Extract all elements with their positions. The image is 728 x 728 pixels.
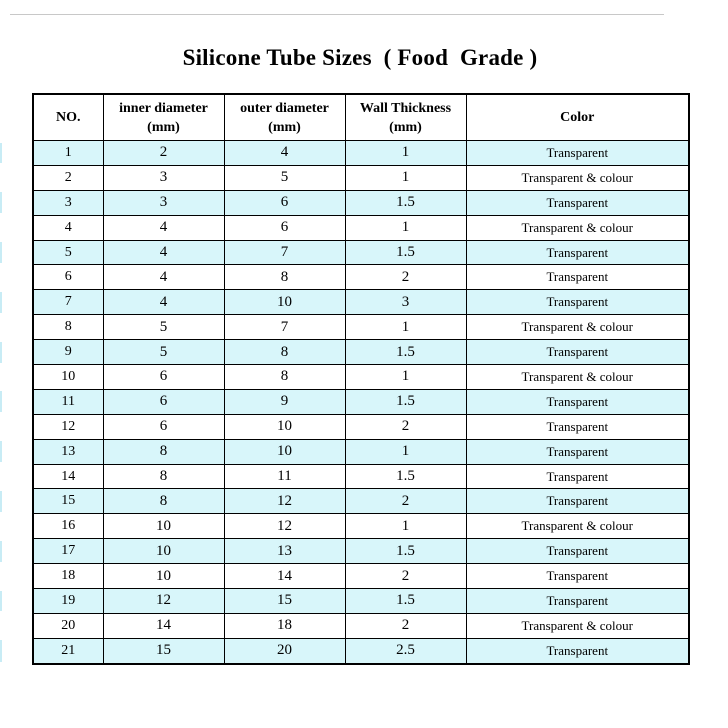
cell-wall-thickness: 3 [345,290,466,315]
row-marker [0,441,2,462]
cell-outer-diameter: 7 [224,315,345,340]
table-header-row [33,94,689,141]
cell-outer-diameter: 10 [224,414,345,439]
cell-outer-diameter: 15 [224,589,345,614]
cell-inner-diameter: 4 [103,215,224,240]
cell-inner-diameter: 10 [103,564,224,589]
cell-outer-diameter: 8 [224,340,345,365]
cell-color: Transparent & colour [466,365,689,390]
table-row [33,638,689,663]
cell-outer-diameter: 18 [224,613,345,638]
cell-inner-diameter: 8 [103,464,224,489]
table-row [33,165,689,190]
table-row [33,464,689,489]
cell-no: 15 [33,489,103,514]
header-wall-thickness: Wall Thickness (mm) [345,94,466,141]
cell-inner-diameter: 3 [103,165,224,190]
cell-wall-thickness: 1 [345,439,466,464]
table-row [33,514,689,539]
cell-color: Transparent [466,464,689,489]
cell-no: 13 [33,439,103,464]
cell-color: Transparent & colour [466,514,689,539]
cell-inner-diameter: 4 [103,265,224,290]
cell-outer-diameter: 14 [224,564,345,589]
cell-inner-diameter: 10 [103,539,224,564]
cell-no: 6 [33,265,103,290]
row-marker [0,640,2,661]
row-marker [0,192,2,213]
cell-no: 20 [33,613,103,638]
cell-no: 17 [33,539,103,564]
cell-no: 2 [33,165,103,190]
table-row [33,489,689,514]
cell-inner-diameter: 6 [103,365,224,390]
cell-inner-diameter: 5 [103,315,224,340]
table-row [33,215,689,240]
table-row [33,414,689,439]
row-marker [0,391,2,412]
page-title: Silicone Tube Sizes ( Food Grade ) [182,45,538,70]
header-inner-diameter: inner diameter (mm) [103,94,224,141]
cell-inner-diameter: 8 [103,439,224,464]
cell-wall-thickness: 2 [345,265,466,290]
cell-no: 3 [33,190,103,215]
cell-no: 1 [33,141,103,166]
cell-inner-diameter: 12 [103,589,224,614]
row-marker [0,342,2,363]
cell-color: Transparent [466,290,689,315]
cell-inner-diameter: 10 [103,514,224,539]
cell-wall-thickness: 1 [345,215,466,240]
table-row [33,539,689,564]
cell-color: Transparent [466,340,689,365]
cell-color: Transparent [466,638,689,663]
cell-color: Transparent [466,389,689,414]
cell-outer-diameter: 13 [224,539,345,564]
cell-no: 10 [33,365,103,390]
cell-outer-diameter: 6 [224,215,345,240]
cell-outer-diameter: 7 [224,240,345,265]
cell-inner-diameter: 6 [103,389,224,414]
cell-outer-diameter: 10 [224,439,345,464]
cell-wall-thickness: 1.5 [345,340,466,365]
cell-wall-thickness: 1.5 [345,464,466,489]
table-row [33,589,689,614]
cell-no: 5 [33,240,103,265]
cell-wall-thickness: 1.5 [345,190,466,215]
cell-color: Transparent [466,240,689,265]
table-row [33,265,689,290]
header-outer-diameter: outer diameter (mm) [224,94,345,141]
cell-inner-diameter: 6 [103,414,224,439]
cell-color: Transparent & colour [466,315,689,340]
cell-inner-diameter: 15 [103,638,224,663]
cell-outer-diameter: 11 [224,464,345,489]
table-row [33,389,689,414]
cell-inner-diameter: 4 [103,240,224,265]
cell-color: Transparent [466,564,689,589]
cell-wall-thickness: 1.5 [345,539,466,564]
cell-no: 18 [33,564,103,589]
cell-color: Transparent [466,190,689,215]
cell-outer-diameter: 9 [224,389,345,414]
cell-wall-thickness: 1 [345,365,466,390]
row-marker [0,591,2,612]
table-row [33,564,689,589]
cell-outer-diameter: 8 [224,365,345,390]
cell-color: Transparent [466,489,689,514]
cell-color: Transparent & colour [466,215,689,240]
cell-no: 8 [33,315,103,340]
table-row [33,315,689,340]
cell-outer-diameter: 20 [224,638,345,663]
cell-no: 7 [33,290,103,315]
cell-wall-thickness: 2 [345,613,466,638]
cell-outer-diameter: 10 [224,290,345,315]
cell-wall-thickness: 1 [345,315,466,340]
cell-wall-thickness: 1.5 [345,240,466,265]
cell-wall-thickness: 2 [345,489,466,514]
cell-wall-thickness: 2.5 [345,638,466,663]
cell-color: Transparent [466,539,689,564]
row-marker [0,242,2,263]
cell-inner-diameter: 2 [103,141,224,166]
cell-wall-thickness: 1 [345,165,466,190]
cell-wall-thickness: 1.5 [345,589,466,614]
cell-outer-diameter: 5 [224,165,345,190]
cell-no: 4 [33,215,103,240]
cell-color: Transparent [466,265,689,290]
cell-no: 16 [33,514,103,539]
row-marker [0,292,2,313]
cell-no: 19 [33,589,103,614]
cell-color: Transparent & colour [466,165,689,190]
table-row [33,240,689,265]
table-row [33,365,689,390]
cell-color: Transparent [466,141,689,166]
row-marker [0,491,2,512]
table-row [33,141,689,166]
cell-inner-diameter: 5 [103,340,224,365]
cell-inner-diameter: 3 [103,190,224,215]
tube-size-table [32,93,690,665]
cell-color: Transparent & colour [466,613,689,638]
cell-color: Transparent [466,439,689,464]
header-no: NO. [33,94,103,141]
cell-outer-diameter: 12 [224,489,345,514]
cell-no: 21 [33,638,103,663]
cell-outer-diameter: 6 [224,190,345,215]
table-row [33,290,689,315]
table-body [33,141,689,664]
table-row [33,613,689,638]
row-marker [0,143,2,164]
cell-outer-diameter: 4 [224,141,345,166]
table-row [33,340,689,365]
header-color: Color [466,94,689,141]
cell-inner-diameter: 14 [103,613,224,638]
cell-color: Transparent [466,589,689,614]
cell-wall-thickness: 1.5 [345,389,466,414]
cell-outer-diameter: 8 [224,265,345,290]
cell-wall-thickness: 2 [345,414,466,439]
cell-wall-thickness: 1 [345,514,466,539]
cell-color: Transparent [466,414,689,439]
cell-no: 12 [33,414,103,439]
table-row [33,439,689,464]
cell-no: 11 [33,389,103,414]
cell-wall-thickness: 1 [345,141,466,166]
cell-inner-diameter: 4 [103,290,224,315]
cell-no: 9 [33,340,103,365]
row-marker [0,541,2,562]
top-divider [10,14,664,15]
cell-outer-diameter: 12 [224,514,345,539]
cell-wall-thickness: 2 [345,564,466,589]
table-row [33,190,689,215]
cell-inner-diameter: 8 [103,489,224,514]
cell-no: 14 [33,464,103,489]
